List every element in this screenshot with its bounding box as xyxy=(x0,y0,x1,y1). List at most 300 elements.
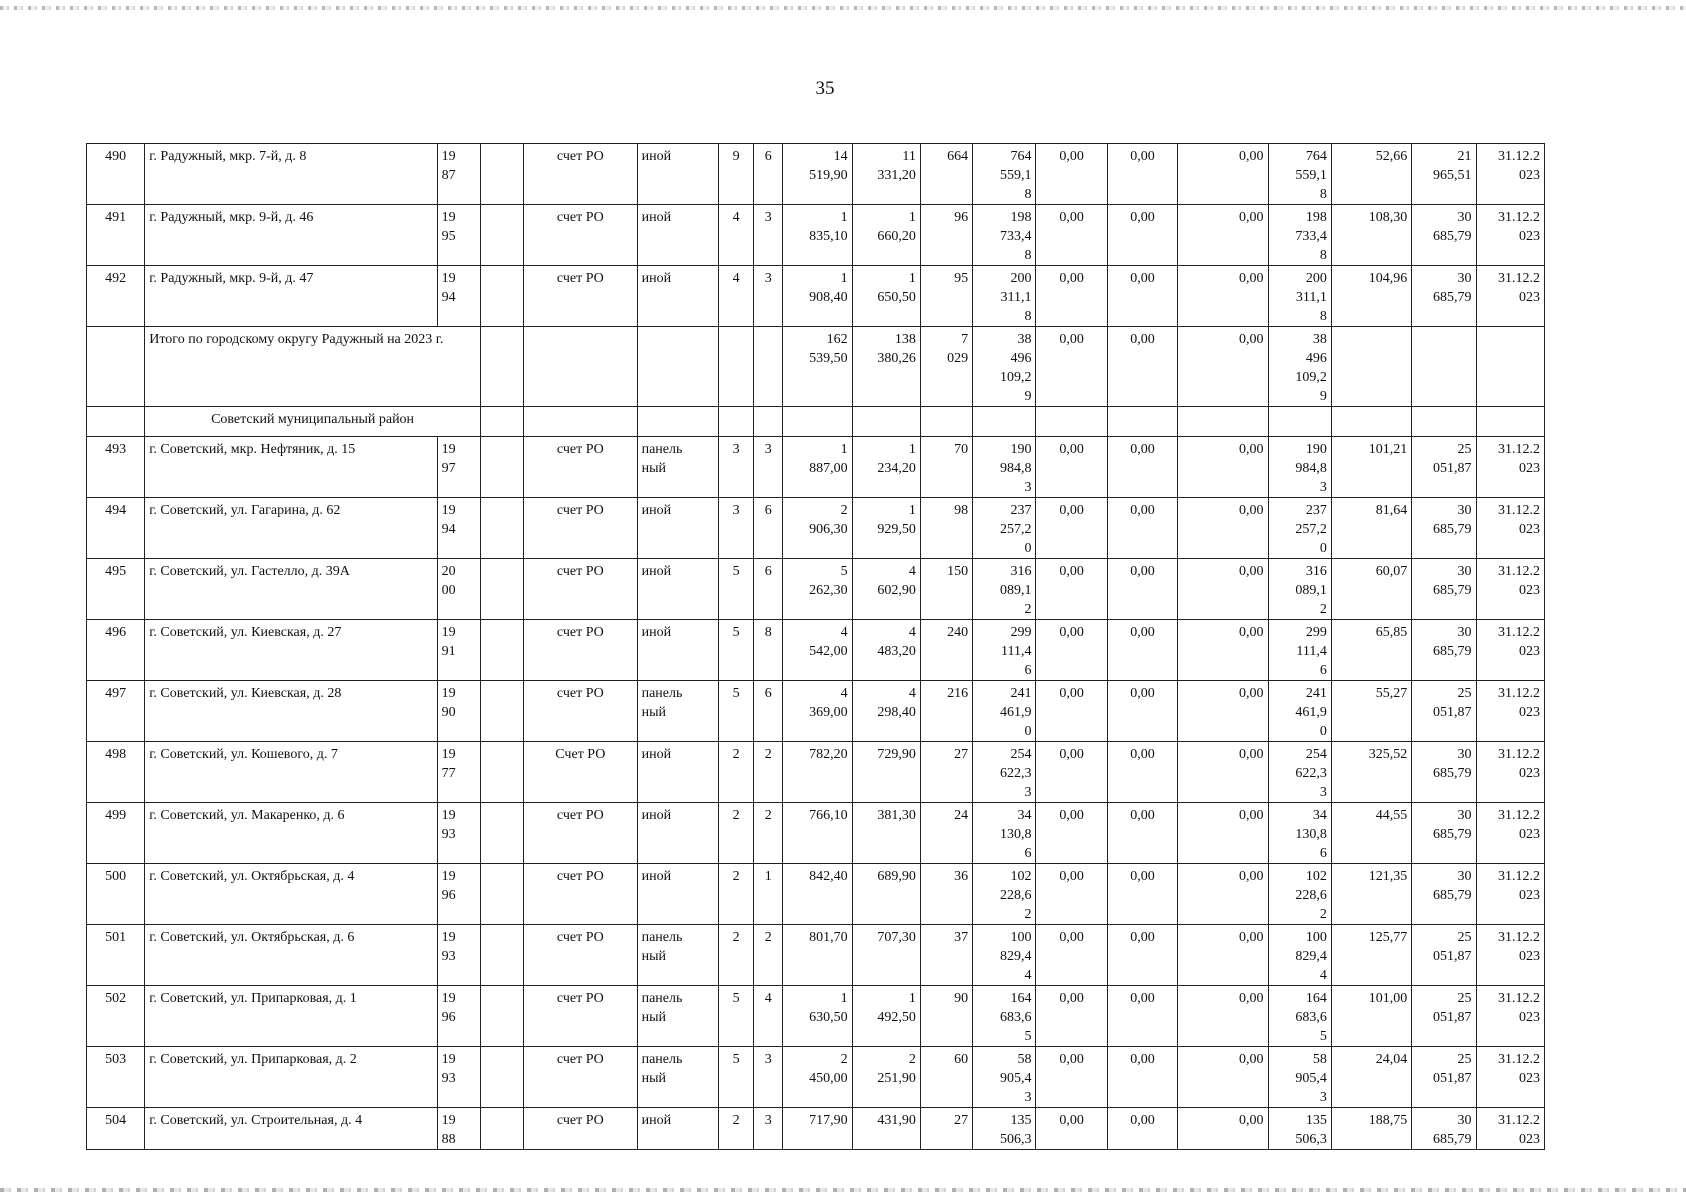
cell-residents: 98 xyxy=(920,498,972,559)
cell-unit-cost: 121,35 xyxy=(1331,864,1411,925)
cell-area-living: 4 483,20 xyxy=(852,620,920,681)
cell-fund-3: 0,00 xyxy=(1178,864,1268,925)
cell-empty xyxy=(1331,327,1411,407)
cell-blank-cell xyxy=(480,205,523,266)
cell-empty xyxy=(87,327,145,407)
cell-empty xyxy=(1178,407,1268,437)
cell-commissioning-year: 19 96 xyxy=(437,986,480,1047)
cell-wall-material: иной xyxy=(637,864,718,925)
cell-empty xyxy=(718,327,753,407)
cell-fund-account: счет РО xyxy=(524,498,638,559)
cell-commissioning-year: 19 96 xyxy=(437,864,480,925)
cell-residents: 24 xyxy=(920,803,972,864)
cell-fund-own: 198 733,4 8 xyxy=(1268,205,1331,266)
cell-limit-cost: 30 685,79 xyxy=(1412,559,1476,620)
cell-wall-material: панель ный xyxy=(637,986,718,1047)
cell-area-total: 2 906,30 xyxy=(783,498,852,559)
cell-area-living: 11 331,20 xyxy=(852,144,920,205)
cell-area-living: 381,30 xyxy=(852,803,920,864)
cell-limit-cost: 25 051,87 xyxy=(1412,925,1476,986)
cell-limit-cost: 30 685,79 xyxy=(1412,205,1476,266)
cell-address: г. Радужный, мкр. 9-й, д. 47 xyxy=(145,266,437,327)
cell-cost-total: 299 111,4 6 xyxy=(973,620,1036,681)
cell-unit-cost: 55,27 xyxy=(1331,681,1411,742)
cell-area-living: 1 929,50 xyxy=(852,498,920,559)
cell-fund-2: 0,00 xyxy=(1107,1108,1177,1150)
cell-blank-cell xyxy=(480,681,523,742)
cell-row-number: 501 xyxy=(87,925,145,986)
cell-wall-material: иной xyxy=(637,559,718,620)
cell-area-living: 4 602,90 xyxy=(852,559,920,620)
cell-commissioning-year: 19 88 xyxy=(437,1108,480,1150)
cell-residents: 27 xyxy=(920,742,972,803)
cell-wall-material: панель ный xyxy=(637,925,718,986)
cell-fund-3: 0,00 xyxy=(1178,144,1268,205)
cell-fund-own: 764 559,1 8 xyxy=(1268,144,1331,205)
cell-area-living: 1 660,20 xyxy=(852,205,920,266)
cell-unit-cost: 101,00 xyxy=(1331,986,1411,1047)
cell-area-total: 4 369,00 xyxy=(783,681,852,742)
cell-blank-cell xyxy=(480,925,523,986)
cell-area-total: 5 262,30 xyxy=(783,559,852,620)
cell-limit-cost: 21 965,51 xyxy=(1412,144,1476,205)
cell-residents: 150 xyxy=(920,559,972,620)
cell-fund-3: 0,00 xyxy=(1178,803,1268,864)
cell-deadline: 31.12.2 023 xyxy=(1476,1108,1545,1150)
cell-fund-account: счет РО xyxy=(524,864,638,925)
cell-floors: 3 xyxy=(718,498,753,559)
table-row xyxy=(87,742,1545,803)
total-fund-3: 0,00 xyxy=(1178,327,1268,407)
cell-row-number: 499 xyxy=(87,803,145,864)
cell-empty xyxy=(524,407,638,437)
cell-entrances: 3 xyxy=(754,1108,783,1150)
table-row xyxy=(87,925,1545,986)
cell-residents: 216 xyxy=(920,681,972,742)
cell-row-number: 495 xyxy=(87,559,145,620)
cell-commissioning-year: 19 90 xyxy=(437,681,480,742)
total-row xyxy=(87,327,1545,407)
cell-commissioning-year: 19 94 xyxy=(437,498,480,559)
cell-empty xyxy=(1412,327,1476,407)
cell-cost-total: 100 829,4 4 xyxy=(973,925,1036,986)
cell-floors: 2 xyxy=(718,1108,753,1150)
cell-blank-cell xyxy=(480,559,523,620)
cell-deadline: 31.12.2 023 xyxy=(1476,864,1545,925)
cell-unit-cost: 65,85 xyxy=(1331,620,1411,681)
cell-address: г. Советский, ул. Припарковая, д. 1 xyxy=(145,986,437,1047)
cell-fund-account: счет РО xyxy=(524,1047,638,1108)
cell-fund-2: 0,00 xyxy=(1107,925,1177,986)
cell-empty xyxy=(637,327,718,407)
cell-deadline: 31.12.2 023 xyxy=(1476,498,1545,559)
cell-empty xyxy=(754,407,783,437)
cell-empty xyxy=(87,407,145,437)
cell-blank-cell xyxy=(480,1108,523,1150)
cell-address: г. Советский, ул. Припарковая, д. 2 xyxy=(145,1047,437,1108)
cell-empty xyxy=(524,327,638,407)
cell-fund-3: 0,00 xyxy=(1178,498,1268,559)
cell-cost-total: 58 905,4 3 xyxy=(973,1047,1036,1108)
table-row xyxy=(87,1047,1545,1108)
cell-fund-1: 0,00 xyxy=(1036,205,1107,266)
table-row xyxy=(87,681,1545,742)
table-row xyxy=(87,266,1545,327)
cell-fund-own: 254 622,3 3 xyxy=(1268,742,1331,803)
cell-fund-own: 58 905,4 3 xyxy=(1268,1047,1331,1108)
cell-floors: 5 xyxy=(718,1047,753,1108)
cell-floors: 4 xyxy=(718,266,753,327)
cell-floors: 5 xyxy=(718,559,753,620)
cell-residents: 70 xyxy=(920,437,972,498)
cell-unit-cost: 125,77 xyxy=(1331,925,1411,986)
cell-deadline: 31.12.2 023 xyxy=(1476,681,1545,742)
cell-cost-total: 316 089,1 2 xyxy=(973,559,1036,620)
cell-empty xyxy=(480,407,523,437)
cell-entrances: 6 xyxy=(754,559,783,620)
cell-fund-1: 0,00 xyxy=(1036,559,1107,620)
cell-cost-total: 34 130,8 6 xyxy=(973,803,1036,864)
cell-fund-1: 0,00 xyxy=(1036,1047,1107,1108)
cell-blank-cell xyxy=(480,498,523,559)
total-residents: 7 029 xyxy=(920,327,972,407)
cell-fund-2: 0,00 xyxy=(1107,437,1177,498)
cell-residents: 95 xyxy=(920,266,972,327)
cell-blank-cell xyxy=(480,620,523,681)
cell-address: г. Советский, ул. Гагарина, д. 62 xyxy=(145,498,437,559)
cell-empty xyxy=(783,407,852,437)
cell-unit-cost: 104,96 xyxy=(1331,266,1411,327)
cell-floors: 2 xyxy=(718,864,753,925)
cell-fund-2: 0,00 xyxy=(1107,498,1177,559)
cell-area-total: 1 887,00 xyxy=(783,437,852,498)
cell-limit-cost: 30 685,79 xyxy=(1412,1108,1476,1150)
cell-empty xyxy=(1331,407,1411,437)
cell-entrances: 2 xyxy=(754,803,783,864)
cell-limit-cost: 30 685,79 xyxy=(1412,864,1476,925)
cell-area-total: 842,40 xyxy=(783,864,852,925)
cell-row-number: 504 xyxy=(87,1108,145,1150)
cell-entrances: 3 xyxy=(754,205,783,266)
cell-area-total: 801,70 xyxy=(783,925,852,986)
cell-fund-own: 299 111,4 6 xyxy=(1268,620,1331,681)
cell-floors: 2 xyxy=(718,803,753,864)
cell-area-living: 431,90 xyxy=(852,1108,920,1150)
cell-area-total: 766,10 xyxy=(783,803,852,864)
cell-deadline: 31.12.2 023 xyxy=(1476,437,1545,498)
cell-row-number: 491 xyxy=(87,205,145,266)
cell-fund-account: Счет РО xyxy=(524,742,638,803)
cell-entrances: 1 xyxy=(754,864,783,925)
cell-commissioning-year: 19 93 xyxy=(437,1047,480,1108)
cell-fund-own: 100 829,4 4 xyxy=(1268,925,1331,986)
cell-empty xyxy=(637,407,718,437)
cell-empty xyxy=(973,407,1036,437)
table-row xyxy=(87,559,1545,620)
cell-cost-total: 241 461,9 0 xyxy=(973,681,1036,742)
total-cost-total: 38 496 109,2 9 xyxy=(973,327,1036,407)
cell-empty xyxy=(1036,407,1107,437)
cell-deadline: 31.12.2 023 xyxy=(1476,986,1545,1047)
cell-deadline: 31.12.2 023 xyxy=(1476,205,1545,266)
table-row xyxy=(87,986,1545,1047)
cell-fund-account: счет РО xyxy=(524,144,638,205)
cell-wall-material: иной xyxy=(637,742,718,803)
cell-fund-3: 0,00 xyxy=(1178,681,1268,742)
cell-entrances: 3 xyxy=(754,437,783,498)
cell-fund-3: 0,00 xyxy=(1178,986,1268,1047)
cell-unit-cost: 101,21 xyxy=(1331,437,1411,498)
table-row xyxy=(87,620,1545,681)
cell-fund-2: 0,00 xyxy=(1107,266,1177,327)
cell-unit-cost: 24,04 xyxy=(1331,1047,1411,1108)
cell-fund-account: счет РО xyxy=(524,205,638,266)
cell-blank-cell xyxy=(480,742,523,803)
cell-wall-material: иной xyxy=(637,1108,718,1150)
cell-limit-cost: 30 685,79 xyxy=(1412,498,1476,559)
cell-blank-cell xyxy=(480,986,523,1047)
cell-floors: 5 xyxy=(718,620,753,681)
cell-fund-account: счет РО xyxy=(524,681,638,742)
table-row xyxy=(87,1108,1545,1150)
table-row xyxy=(87,437,1545,498)
cell-unit-cost: 81,64 xyxy=(1331,498,1411,559)
cell-cost-total: 164 683,6 5 xyxy=(973,986,1036,1047)
cell-blank-cell xyxy=(480,266,523,327)
cell-unit-cost: 52,66 xyxy=(1331,144,1411,205)
cell-row-number: 490 xyxy=(87,144,145,205)
cell-commissioning-year: 19 77 xyxy=(437,742,480,803)
cell-fund-1: 0,00 xyxy=(1036,620,1107,681)
scan-edge-top xyxy=(0,6,1686,10)
cell-fund-2: 0,00 xyxy=(1107,559,1177,620)
cell-area-living: 4 298,40 xyxy=(852,681,920,742)
total-fund-own: 38 496 109,2 9 xyxy=(1268,327,1331,407)
cell-cost-total: 764 559,1 8 xyxy=(973,144,1036,205)
cell-fund-own: 102 228,6 2 xyxy=(1268,864,1331,925)
cell-fund-own: 190 984,8 3 xyxy=(1268,437,1331,498)
cell-fund-2: 0,00 xyxy=(1107,144,1177,205)
cell-area-total: 782,20 xyxy=(783,742,852,803)
cell-row-number: 497 xyxy=(87,681,145,742)
cell-area-living: 707,30 xyxy=(852,925,920,986)
cell-entrances: 3 xyxy=(754,1047,783,1108)
cell-fund-1: 0,00 xyxy=(1036,803,1107,864)
cell-fund-3: 0,00 xyxy=(1178,620,1268,681)
cell-fund-account: счет РО xyxy=(524,620,638,681)
cell-fund-3: 0,00 xyxy=(1178,742,1268,803)
cell-entrances: 6 xyxy=(754,498,783,559)
cell-address: г. Советский, ул. Киевская, д. 28 xyxy=(145,681,437,742)
cell-fund-3: 0,00 xyxy=(1178,437,1268,498)
cell-empty xyxy=(1107,407,1177,437)
cell-fund-2: 0,00 xyxy=(1107,986,1177,1047)
cell-fund-1: 0,00 xyxy=(1036,1108,1107,1150)
cell-limit-cost: 30 685,79 xyxy=(1412,266,1476,327)
cell-commissioning-year: 19 91 xyxy=(437,620,480,681)
cell-fund-1: 0,00 xyxy=(1036,437,1107,498)
cell-empty xyxy=(754,327,783,407)
cell-residents: 90 xyxy=(920,986,972,1047)
page-number: 35 xyxy=(815,78,835,99)
cell-limit-cost: 25 051,87 xyxy=(1412,437,1476,498)
cell-fund-3: 0,00 xyxy=(1178,266,1268,327)
cell-fund-1: 0,00 xyxy=(1036,864,1107,925)
cell-fund-account: счет РО xyxy=(524,266,638,327)
table-row xyxy=(87,498,1545,559)
cell-area-total: 1 630,50 xyxy=(783,986,852,1047)
cell-limit-cost: 25 051,87 xyxy=(1412,681,1476,742)
cell-fund-account: счет РО xyxy=(524,437,638,498)
cell-empty xyxy=(480,327,523,407)
section-heading-row xyxy=(87,407,1545,437)
cell-empty xyxy=(718,407,753,437)
cell-deadline: 31.12.2 023 xyxy=(1476,925,1545,986)
cell-residents: 27 xyxy=(920,1108,972,1150)
cell-fund-own: 164 683,6 5 xyxy=(1268,986,1331,1047)
cell-fund-own: 34 130,8 6 xyxy=(1268,803,1331,864)
cell-cost-total: 102 228,6 2 xyxy=(973,864,1036,925)
cell-floors: 2 xyxy=(718,925,753,986)
cell-fund-account: счет РО xyxy=(524,559,638,620)
cell-commissioning-year: 20 00 xyxy=(437,559,480,620)
cell-wall-material: панель ный xyxy=(637,681,718,742)
cell-empty xyxy=(1476,407,1545,437)
cell-fund-2: 0,00 xyxy=(1107,1047,1177,1108)
cell-fund-3: 0,00 xyxy=(1178,1108,1268,1150)
cell-deadline: 31.12.2 023 xyxy=(1476,144,1545,205)
cell-empty xyxy=(1412,407,1476,437)
cell-area-total: 4 542,00 xyxy=(783,620,852,681)
cell-entrances: 8 xyxy=(754,620,783,681)
cell-address: г. Радужный, мкр. 9-й, д. 46 xyxy=(145,205,437,266)
cell-area-living: 689,90 xyxy=(852,864,920,925)
total-fund-1: 0,00 xyxy=(1036,327,1107,407)
table-row xyxy=(87,803,1545,864)
scan-edge-bottom xyxy=(0,1188,1686,1192)
section-title: Советский муниципальный район xyxy=(145,407,481,437)
cell-fund-3: 0,00 xyxy=(1178,205,1268,266)
cell-row-number: 500 xyxy=(87,864,145,925)
cell-row-number: 494 xyxy=(87,498,145,559)
cell-cost-total: 200 311,1 8 xyxy=(973,266,1036,327)
cell-blank-cell xyxy=(480,437,523,498)
cell-area-total: 1 908,40 xyxy=(783,266,852,327)
cell-commissioning-year: 19 97 xyxy=(437,437,480,498)
cell-deadline: 31.12.2 023 xyxy=(1476,803,1545,864)
cell-limit-cost: 25 051,87 xyxy=(1412,986,1476,1047)
table-row xyxy=(87,205,1545,266)
cell-residents: 60 xyxy=(920,1047,972,1108)
cell-address: г. Советский, ул. Строительная, д. 4 xyxy=(145,1108,437,1150)
table-body xyxy=(87,144,1545,1150)
cell-limit-cost: 30 685,79 xyxy=(1412,803,1476,864)
cell-row-number: 502 xyxy=(87,986,145,1047)
cell-residents: 664 xyxy=(920,144,972,205)
cell-entrances: 2 xyxy=(754,742,783,803)
cell-deadline: 31.12.2 023 xyxy=(1476,559,1545,620)
cell-unit-cost: 108,30 xyxy=(1331,205,1411,266)
cell-unit-cost: 325,52 xyxy=(1331,742,1411,803)
cell-address: г. Советский, ул. Киевская, д. 27 xyxy=(145,620,437,681)
cell-area-living: 1 234,20 xyxy=(852,437,920,498)
cell-cost-total: 190 984,8 3 xyxy=(973,437,1036,498)
cell-fund-1: 0,00 xyxy=(1036,681,1107,742)
cell-floors: 5 xyxy=(718,681,753,742)
cell-row-number: 498 xyxy=(87,742,145,803)
cell-area-total: 1 835,10 xyxy=(783,205,852,266)
cell-limit-cost: 25 051,87 xyxy=(1412,1047,1476,1108)
cell-deadline: 31.12.2 023 xyxy=(1476,620,1545,681)
cell-fund-1: 0,00 xyxy=(1036,144,1107,205)
cell-row-number: 493 xyxy=(87,437,145,498)
cell-area-living: 1 650,50 xyxy=(852,266,920,327)
cell-area-living: 729,90 xyxy=(852,742,920,803)
cell-area-living: 1 492,50 xyxy=(852,986,920,1047)
cell-entrances: 6 xyxy=(754,681,783,742)
cell-address: г. Советский, мкр. Нефтяник, д. 15 xyxy=(145,437,437,498)
table-row xyxy=(87,144,1545,205)
cell-residents: 37 xyxy=(920,925,972,986)
cell-fund-1: 0,00 xyxy=(1036,742,1107,803)
cell-wall-material: иной xyxy=(637,803,718,864)
cell-fund-1: 0,00 xyxy=(1036,498,1107,559)
cell-fund-1: 0,00 xyxy=(1036,266,1107,327)
cell-deadline: 31.12.2 023 xyxy=(1476,1047,1545,1108)
cell-fund-own: 135 506,3 xyxy=(1268,1108,1331,1150)
cell-deadline: 31.12.2 023 xyxy=(1476,742,1545,803)
housing-register-table xyxy=(86,143,1545,1150)
cell-address: г. Советский, ул. Гастелло, д. 39А xyxy=(145,559,437,620)
cell-wall-material: иной xyxy=(637,498,718,559)
cell-wall-material: иной xyxy=(637,144,718,205)
cell-fund-3: 0,00 xyxy=(1178,1047,1268,1108)
cell-commissioning-year: 19 94 xyxy=(437,266,480,327)
cell-fund-2: 0,00 xyxy=(1107,864,1177,925)
cell-fund-1: 0,00 xyxy=(1036,986,1107,1047)
cell-commissioning-year: 19 93 xyxy=(437,803,480,864)
cell-deadline: 31.12.2 023 xyxy=(1476,266,1545,327)
cell-row-number: 503 xyxy=(87,1047,145,1108)
cell-fund-2: 0,00 xyxy=(1107,742,1177,803)
cell-entrances: 4 xyxy=(754,986,783,1047)
cell-address: г. Радужный, мкр. 7-й, д. 8 xyxy=(145,144,437,205)
cell-blank-cell xyxy=(480,803,523,864)
cell-fund-2: 0,00 xyxy=(1107,205,1177,266)
cell-residents: 36 xyxy=(920,864,972,925)
cell-floors: 9 xyxy=(718,144,753,205)
cell-floors: 3 xyxy=(718,437,753,498)
cell-fund-2: 0,00 xyxy=(1107,681,1177,742)
cell-entrances: 6 xyxy=(754,144,783,205)
cell-commissioning-year: 19 93 xyxy=(437,925,480,986)
total-area-living: 138 380,26 xyxy=(852,327,920,407)
cell-fund-own: 200 311,1 8 xyxy=(1268,266,1331,327)
cell-fund-2: 0,00 xyxy=(1107,803,1177,864)
cell-fund-2: 0,00 xyxy=(1107,620,1177,681)
cell-area-total: 14 519,90 xyxy=(783,144,852,205)
cell-fund-account: счет РО xyxy=(524,986,638,1047)
cell-fund-account: счет РО xyxy=(524,803,638,864)
cell-row-number: 492 xyxy=(87,266,145,327)
cell-unit-cost: 44,55 xyxy=(1331,803,1411,864)
cell-commissioning-year: 19 95 xyxy=(437,205,480,266)
cell-fund-account: счет РО xyxy=(524,925,638,986)
cell-entrances: 2 xyxy=(754,925,783,986)
cell-wall-material: иной xyxy=(637,266,718,327)
cell-floors: 4 xyxy=(718,205,753,266)
cell-address: г. Советский, ул. Макаренко, д. 6 xyxy=(145,803,437,864)
